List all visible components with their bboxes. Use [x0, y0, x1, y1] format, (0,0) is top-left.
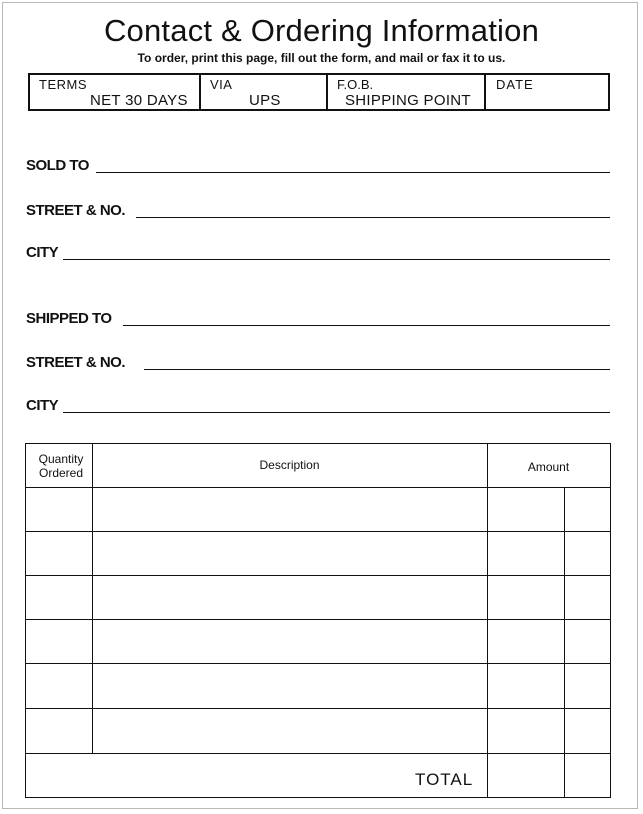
- page-title: Contact & Ordering Information: [103, 13, 540, 48]
- terms-cell: [30, 75, 201, 109]
- row-divider: [26, 531, 610, 532]
- sold-city-label: CITY: [26, 244, 59, 261]
- sold-street-row[interactable]: [26, 198, 610, 220]
- terms-value: NET 30 DAYS: [90, 92, 188, 109]
- shipped-street-line[interactable]: [144, 369, 610, 370]
- shipped-street-row[interactable]: [26, 350, 610, 372]
- fob-cell: [328, 75, 486, 109]
- shipped-city-row[interactable]: [26, 393, 610, 415]
- sold-city-line[interactable]: [63, 259, 610, 260]
- row-divider: [26, 663, 610, 664]
- shipped-to-line[interactable]: [123, 325, 610, 326]
- shipped-city-line[interactable]: [63, 412, 610, 413]
- date-cell[interactable]: [486, 75, 608, 109]
- sold-street-label: STREET & NO.: [26, 202, 126, 219]
- sold-to-label: SOLD TO: [26, 157, 89, 174]
- sold-to-line[interactable]: [96, 172, 610, 173]
- via-value: UPS: [249, 92, 281, 109]
- terms-box: [28, 73, 610, 111]
- shipped-city-label: CITY: [26, 397, 59, 414]
- row-divider: [26, 575, 610, 576]
- sold-city-row[interactable]: [26, 240, 610, 262]
- amount-column-header: Amount: [527, 460, 570, 474]
- quantity-column-divider: [92, 444, 93, 753]
- terms-label: TERMS: [39, 77, 87, 92]
- via-label: VIA: [210, 77, 233, 92]
- page-subtitle: To order, print this page, fill out the form, and mail or fax it to us.: [137, 51, 506, 65]
- fob-value: SHIPPING POINT: [345, 92, 471, 109]
- order-table: [25, 443, 611, 798]
- total-row-divider: [26, 753, 610, 754]
- header-divider: [26, 487, 610, 488]
- row-divider: [26, 708, 610, 709]
- description-column-header: Description: [259, 458, 320, 472]
- sold-street-line[interactable]: [136, 217, 610, 218]
- shipped-to-label: SHIPPED TO: [26, 310, 112, 327]
- sold-to-row[interactable]: [26, 153, 610, 175]
- amount-column-divider: [487, 444, 488, 797]
- shipped-street-label: STREET & NO.: [26, 354, 126, 371]
- cents-column-divider: [564, 487, 565, 797]
- total-label: TOTAL: [415, 770, 474, 789]
- row-divider: [26, 619, 610, 620]
- fob-label: F.O.B.: [337, 77, 374, 92]
- quantity-column-header: Quantity Ordered: [38, 452, 84, 480]
- shipped-to-row[interactable]: [26, 306, 610, 328]
- via-cell: [201, 75, 328, 109]
- date-label: DATE: [496, 77, 534, 92]
